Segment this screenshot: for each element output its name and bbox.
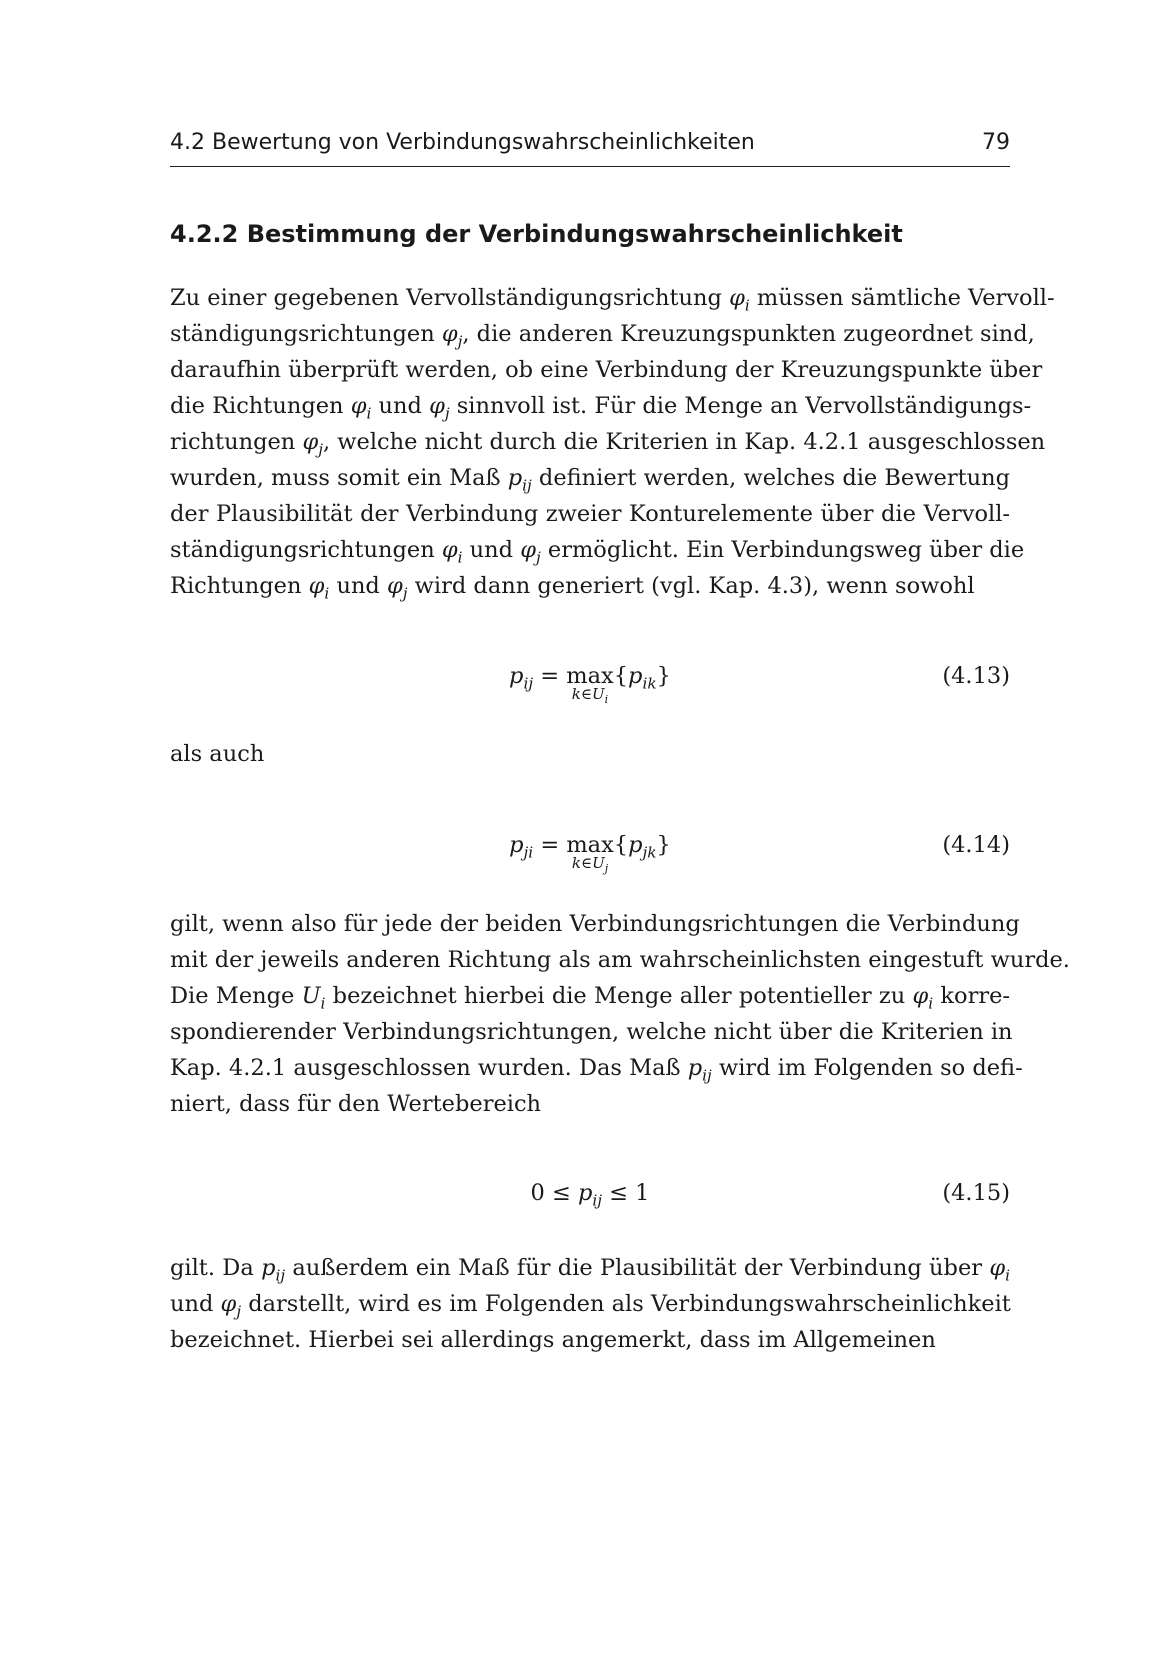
text-line: daraufhin überprüft werden, ob eine Verbindung der Kreuzungspunkte über — [170, 357, 1043, 383]
text-line: und $\varphi_j$ darstellt, wird es im Folgenden als Verbindungswahrscheinlichkeit — [170, 1291, 1011, 1321]
text-line: gilt. Da $p_{ij}$ außerdem ein Maß für die Plausibilität der Verbindung über $\varphi_i$ — [170, 1255, 1010, 1285]
text-line: die Richtungen $\varphi_i$ und $\varphi_j$ sinnvoll ist. Für die Menge an Vervollständigungs- — [170, 393, 1032, 423]
equation-4-14 — [170, 832, 1010, 892]
text-line: bezeichnet. Hierbei sei allerdings angemerkt, dass im Allgemeinen — [170, 1327, 936, 1353]
page-number: 79 — [982, 130, 1010, 155]
text-line: mit der jeweils anderen Richtung als am wahrscheinlichsten eingestuft wurde. — [170, 947, 1070, 973]
equation-4-13 — [170, 663, 1010, 723]
equation-number: (4.13) — [942, 663, 1010, 689]
text-line: Zu einer gegebenen Vervollständigungsrichtung $\varphi_i$ müssen sämtliche Vervoll- — [170, 285, 1055, 315]
running-header-title: 4.2 Bewertung von Verbindungswahrscheinlichkeiten — [170, 130, 755, 155]
text-line: richtungen $\varphi_j$, welche nicht durch die Kriterien in Kap. 4.2.1 ausgeschlossen — [170, 429, 1046, 459]
equation-formula: $p_{ij} = \max$ $k\in U_i$ $\{p_{ik}\}$ — [509, 663, 671, 706]
text-line: der Plausibilität der Verbindung zweier Konturelemente über die Vervoll- — [170, 501, 1010, 527]
text-line: wurden, muss somit ein Maß $p_{ij}$ definiert werden, welches die Bewertung — [170, 465, 1010, 495]
section-heading: 4.2.2 Bestimmung der Verbindungswahrscheinlichkeit — [170, 220, 903, 248]
text-line: Kap. 4.2.1 ausgeschlossen wurden. Das Maß $p_{ij}$ wird im Folgenden so defi- — [170, 1055, 1023, 1085]
equation-formula: $p_{ji} = \max$ $k\in U_j$ $\{p_{jk}\}$ — [509, 832, 671, 875]
text-line: niert, dass für den Wertebereich — [170, 1091, 542, 1117]
text-line: Die Menge $U_i$ bezeichnet hierbei die Menge aller potentieller zu $\varphi_i$ korre- — [170, 983, 1010, 1013]
equation-formula: $0 \le p_{ij} \le 1$ — [530, 1180, 650, 1210]
text-line: als auch — [170, 741, 265, 767]
text-line: Richtungen $\varphi_i$ und $\varphi_j$ wird dann generiert (vgl. Kap. 4.3), wenn sowohl — [170, 573, 975, 603]
equation-number: (4.15) — [942, 1180, 1010, 1206]
text-line: spondierender Verbindungsrichtungen, welche nicht über die Kriterien in — [170, 1019, 1013, 1045]
equation-number: (4.14) — [942, 832, 1010, 858]
text-line: ständigungsrichtungen $\varphi_i$ und $\varphi_j$ ermöglicht. Ein Verbindungsweg über die — [170, 537, 1025, 567]
text-line: ständigungsrichtungen $\varphi_j$, die anderen Kreuzungspunkten zugeordnet sind, — [170, 321, 1035, 351]
equation-4-15 — [170, 1180, 1010, 1240]
text-line: gilt, wenn also für jede der beiden Verbindungsrichtungen die Verbindung — [170, 911, 1020, 937]
running-header — [170, 128, 1010, 167]
